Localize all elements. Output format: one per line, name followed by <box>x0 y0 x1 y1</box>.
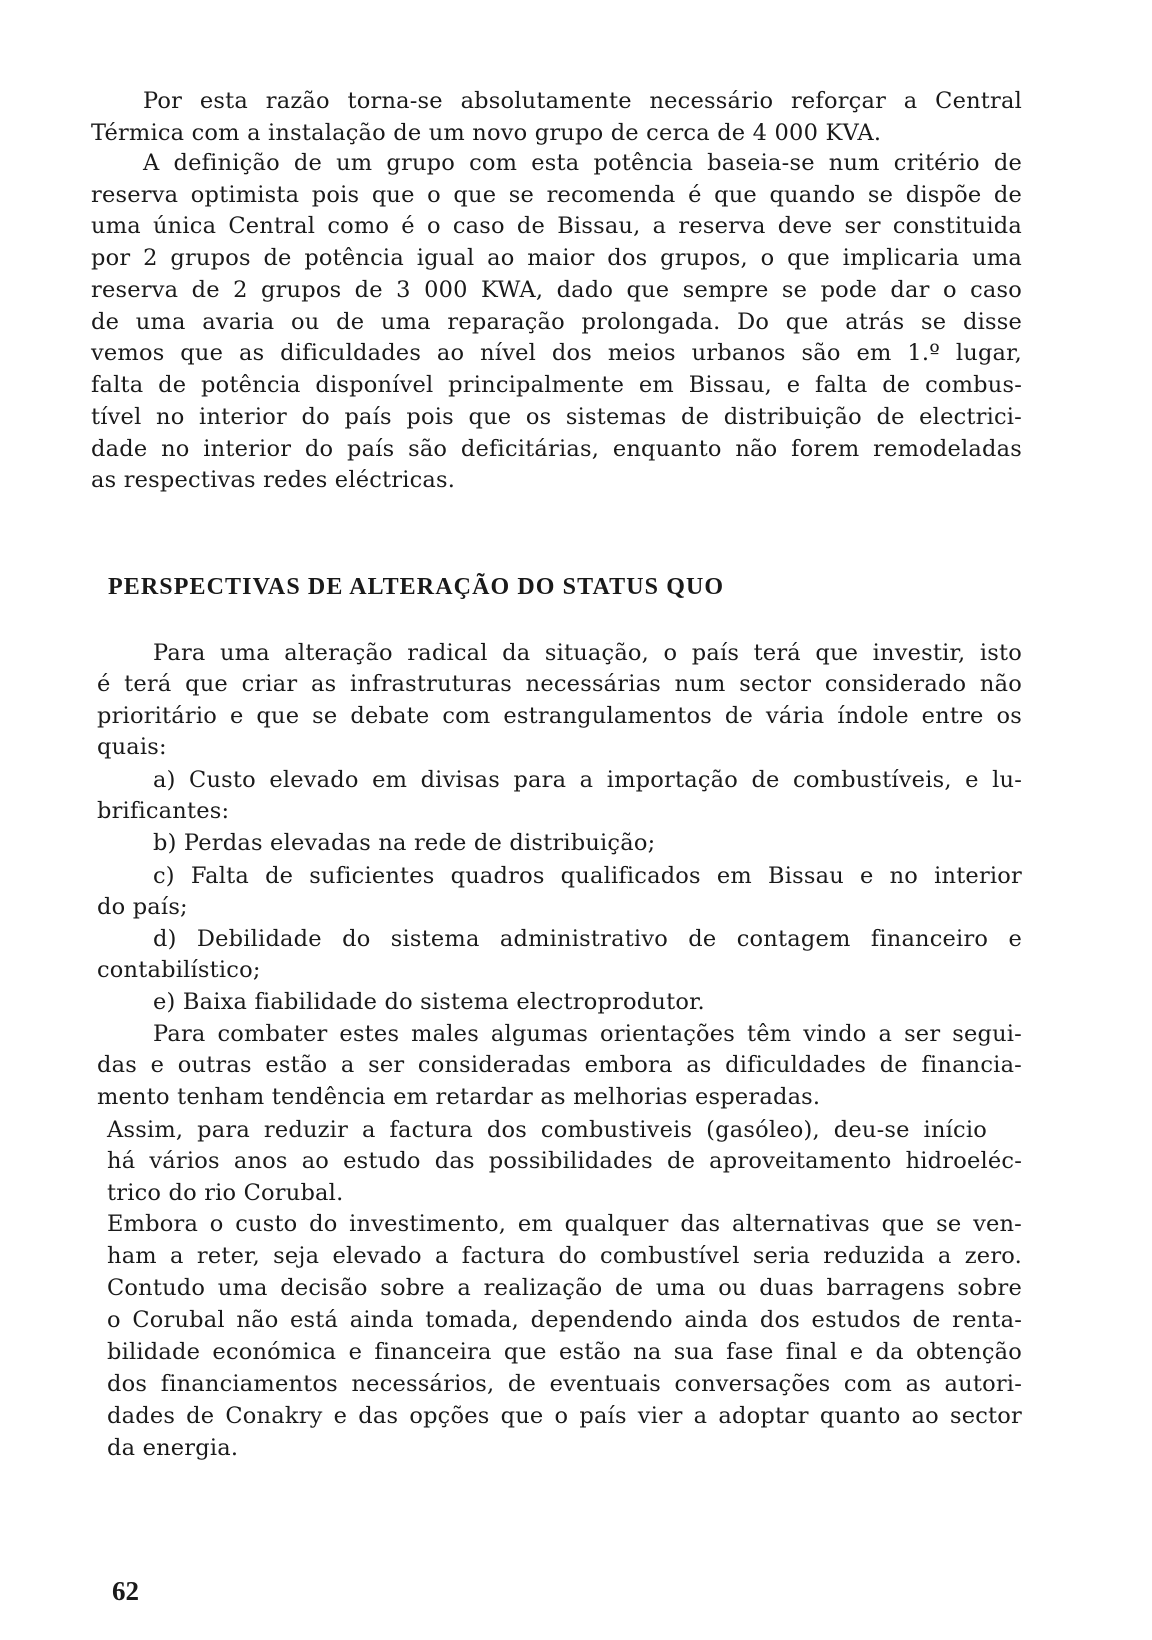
body-line: das e outras estão a ser consideradas embora as dificuldades de financia- <box>97 1052 1022 1078</box>
intro-line: dade no interior do país são deficitárias, enquanto não forem remodeladas <box>91 436 1022 462</box>
list-item-c-cont: do país; <box>97 894 188 920</box>
body-line: dades de Conakry e das opções que o país vier a adoptar quanto ao sector <box>107 1403 1022 1429</box>
body-line: dos financiamentos necessários, de eventuais conversações com as autori- <box>107 1371 1022 1397</box>
body-line: Contudo uma decisão sobre a realização de uma ou duas barragens sobre <box>107 1275 1022 1301</box>
body-line: da energia. <box>107 1435 239 1461</box>
body-line: bilidade económica e financeira que estão na sua fase final e da obtenção <box>107 1339 1022 1365</box>
list-item-d: d) Debilidade do sistema administrativo de contagem financeiro e <box>153 926 1022 952</box>
intro-line: tível no interior do país pois que os sistemas de distribuição de electrici- <box>91 404 1022 430</box>
body-line: trico do rio Corubal. <box>107 1180 344 1206</box>
intro-line: reserva optimista pois que o que se recomenda é que quando se dispõe de <box>91 182 1022 208</box>
body-line: prioritário e que se debate com estrangulamentos de vária índole entre os <box>97 703 1022 729</box>
body-line: o Corubal não está ainda tomada, dependendo ainda dos estudos de renta- <box>107 1307 1022 1333</box>
body-line: é terá que criar as infrastruturas necessárias num sector considerado não <box>97 671 1022 697</box>
intro-line: falta de potência disponível principalmente em Bissau, e falta de combus- <box>91 372 1022 398</box>
list-item-a-cont: brificantes: <box>97 798 230 824</box>
body-line: ham a reter, seja elevado a factura do combustível seria reduzida a zero. <box>107 1243 1022 1269</box>
body-line: Para combater estes males algumas orientações têm vindo a ser segui- <box>153 1021 1022 1047</box>
section-heading: PERSPECTIVAS DE ALTERAÇÃO DO STATUS QUO <box>108 574 725 600</box>
body-line: mento tenham tendência em retardar as melhorias esperadas. <box>97 1084 821 1110</box>
body-line: Assim, para reduzir a factura dos combustiveis (gasóleo), deu-se início <box>107 1117 987 1143</box>
intro-line: as respectivas redes eléctricas. <box>91 467 456 493</box>
intro-line: por 2 grupos de potência igual ao maior dos grupos, o que implicaria uma <box>91 245 1022 271</box>
body-line: há vários anos ao estudo das possibilidades de aproveitamento hidroeléc- <box>107 1148 1022 1174</box>
intro-line: Por esta razão torna-se absolutamente necessário reforçar a Central <box>143 88 1022 114</box>
intro-line: vemos que as dificuldades ao nível dos meios urbanos são em 1.º lugar, <box>91 340 1022 366</box>
list-item-c: c) Falta de suficientes quadros qualificados em Bissau e no interior <box>153 863 1022 889</box>
intro-line: Térmica com a instalação de um novo grupo de cerca de 4 000 KVA. <box>91 120 882 146</box>
list-item-a: a) Custo elevado em divisas para a importação de combustíveis, e lu- <box>153 767 1022 793</box>
list-item-e: e) Baixa fiabilidade do sistema electroprodutor. <box>153 989 705 1015</box>
body-line: Para uma alteração radical da situação, o país terá que investir, isto <box>153 640 1022 666</box>
intro-line: A definição de um grupo com esta potência baseia-se num critério de <box>143 150 1022 176</box>
body-line: Embora o custo do investimento, em qualquer das alternativas que se ven- <box>107 1211 1022 1237</box>
list-item-d-cont: contabilístico; <box>97 957 261 983</box>
intro-line: de uma avaria ou de uma reparação prolongada. Do que atrás se disse <box>91 309 1022 335</box>
body-line: quais: <box>97 734 167 760</box>
list-item-b: b) Perdas elevadas na rede de distribuição; <box>153 830 656 856</box>
intro-line: uma única Central como é o caso de Bissau, a reserva deve ser constituida <box>91 213 1022 239</box>
intro-line: reserva de 2 grupos de 3 000 KWA, dado que sempre se pode dar o caso <box>91 277 1022 303</box>
page-number: 62 <box>112 1576 139 1606</box>
